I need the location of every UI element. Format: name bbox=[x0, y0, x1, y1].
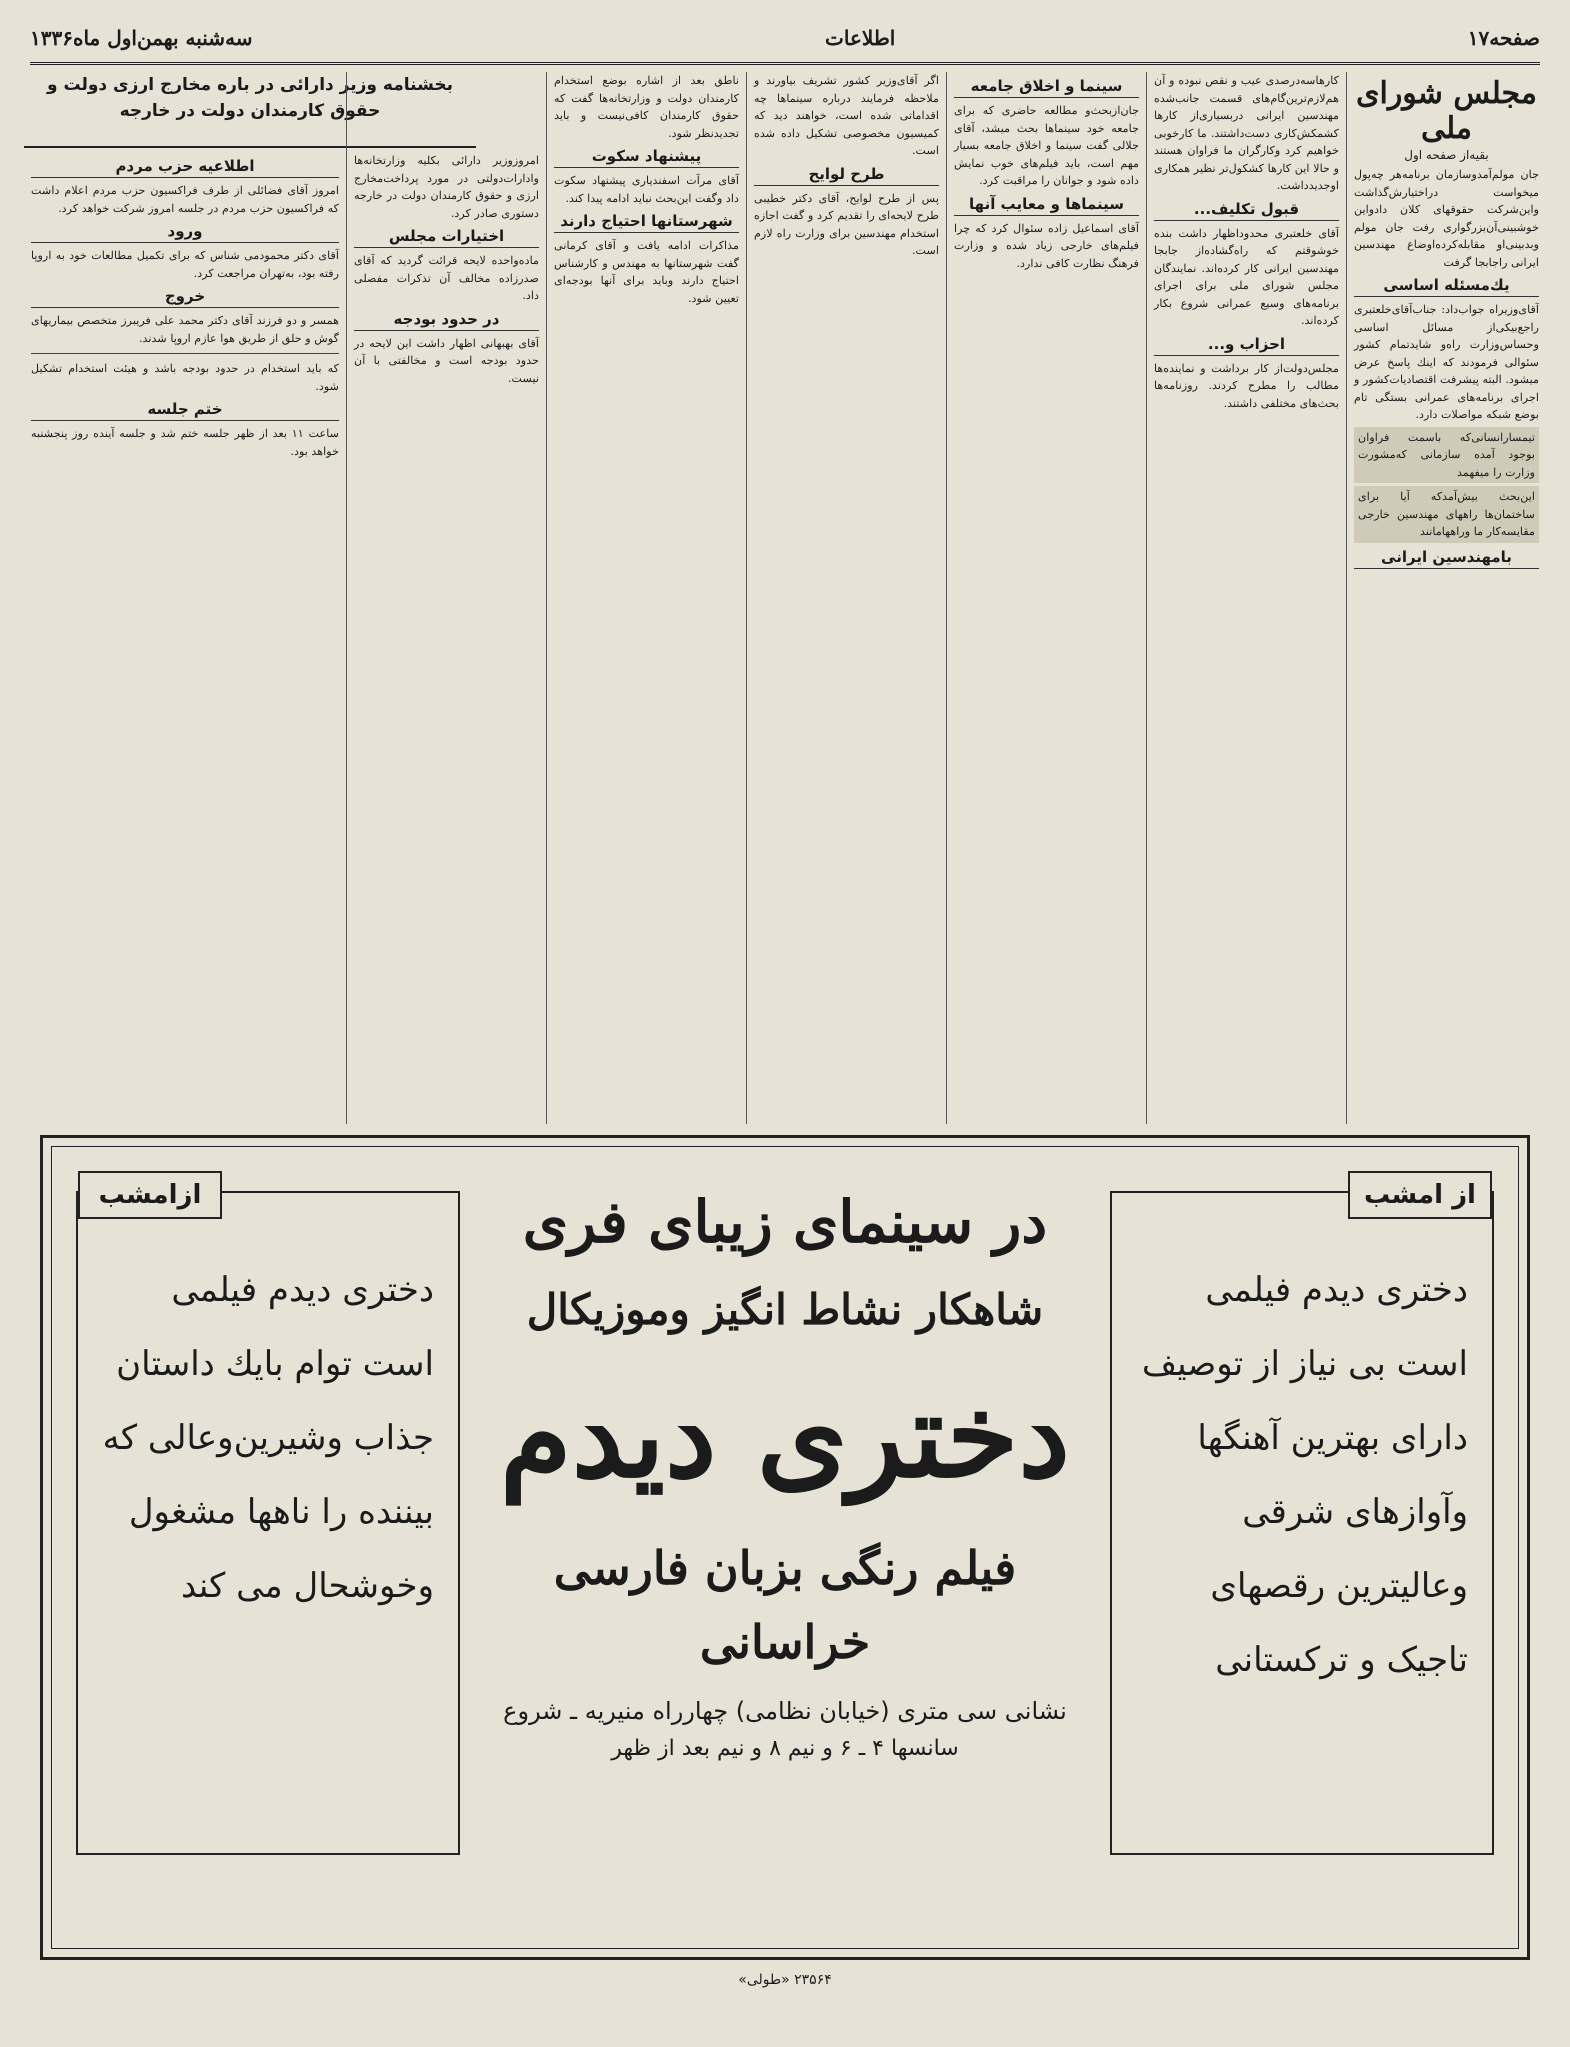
subheading: سینما و اخلاق جامعه bbox=[954, 77, 1139, 98]
ad-footer-code: ۲۳۵۶۴ «طولی» bbox=[738, 1972, 832, 1988]
ad-tag-left: ازامشب bbox=[78, 1171, 222, 1219]
divider bbox=[31, 353, 339, 354]
article-text: مجلس‌دولت‌از کار برداشت و نماینده‌ها مطالب را مطرح کردند. روزنامه‌ها بحث‌های مختلفی داشتند. bbox=[1154, 361, 1339, 410]
ad-box-left bbox=[76, 1180, 460, 1855]
article-text: ناطق بعد‌ از‌ اشاره بوضع استخدام کارمندان دولت و‌ وزارتخانه‌ها گفت که‌ حقوق کارمندان کافی‌نیست و‌ باید‌ تجدید‌نظر شود. bbox=[554, 74, 739, 140]
column-1 bbox=[1346, 72, 1546, 1124]
article-text: امروز آقای فضائلی از طرف فراکسیون حزب مردم اعلام داشت که فراکسیون حزب مردم‌ در جلسه‌ امروز شرکت خواهد کرد. bbox=[31, 184, 339, 215]
shaded-text: این‌بحث بیش‌آمدکه آیا برای ساختمان‌ها راههای مهندسین خارجی مقایسه‌کار ما و‌راهها‌مانند bbox=[1354, 486, 1539, 543]
ad-cinema-name: در سینمای زیبای فری bbox=[522, 1188, 1048, 1256]
article-text: پس از طرح لوایح، آقای دکتر خطیبی طرح لایحه‌ای را‌ تقدیم کرد و گفت اجازه‌ استخدام مهندسین برای‌ وزارت راه‌ لازم است. bbox=[754, 191, 939, 257]
ad-address: نشانی سی متری (خیابان نظامی) چهارراه منیریه ـ شروع bbox=[503, 1697, 1067, 1725]
ad-tag-right: از امشب bbox=[1348, 1171, 1492, 1219]
subheading: ورود bbox=[31, 222, 339, 243]
article-text: آقای مرآت اسفندیاری پیشنهاد سکوت داد و‌گفت این‌بحث نباید‌ ادامه‌ پیدا کند. bbox=[554, 174, 739, 205]
ad-text-right: دختری دیدم‌ فیلمی است بی نیاز از توصیف دارای بهترین آهنگها وآوازهای شرقی وعالیترین رقصهای تاجیک و ترکستانی bbox=[1141, 1270, 1468, 1680]
article-text: آقای‌وزیراه جواب‌داد: جناب‌آقای‌خلعتبری راجع‌بیکی‌از مسائل اساسی و‌حساس‌وزارت راه‌و شاید‌تمام کشور سئوالی فرمود‌ند که اینك‌ پاسخ عرض میشود. البته پیشرفت اقتصادیات‌کشور و اجرای برنامه‌های عمرانی بستگی تام بوضع شبکه مواصلات دارد. bbox=[1353, 303, 1539, 421]
subheading: اطلاعیه‌ حزب مردم bbox=[31, 157, 339, 178]
columns bbox=[24, 72, 1546, 1124]
column-5 bbox=[546, 72, 746, 1124]
article-text: ماده‌واحده‌ لایحه قرائت گردید‌ که آقای صدرزاده‌ مخالف آن‌ تذکرات‌ مفصلی داد. bbox=[354, 254, 539, 302]
subheading: قبول تکلیف... bbox=[1154, 200, 1339, 221]
ad-text-left: دختری دیدم فیلمی است توام بایك داستان جذاب وشیرین‌وعالی که بیننده را‌ ناهها مشغول‌ وخوشحال می کند bbox=[102, 1270, 434, 1606]
headline-finance: بخشنامه وزیر دارائی در باره مخارج ارزی دولت و حقوق کارمندان دولت در خارجه bbox=[24, 72, 476, 148]
cinema-advertisement bbox=[40, 1135, 1530, 1960]
subheading: طرح لوایح bbox=[754, 165, 939, 186]
article-text: جان‌از‌بحث‌و‌ مطالعه حاضری که برای جامعه خود سینما‌ها‌ بحث میشد، آقای‌ جلالی گفت سینما و اخلاق جامعه بسیار مهم است، باید‌ فیلم‌های خوب نمایش داده شود و‌ جوانان را مراقبت کرد. bbox=[954, 104, 1139, 187]
subheading: اختیارات مجلس bbox=[354, 227, 539, 248]
subheading: پیشنهاد سکوت bbox=[554, 147, 739, 168]
ad-inner-border bbox=[51, 1146, 1519, 1949]
article-text: آقای دکتر محمودمی شناس که برای تکمیل مطالعات‌ خود به اروپا رفته بود، به‌تهران‌ مراجعت کرد. bbox=[31, 249, 339, 280]
article-text: اگر آقای‌وزیر کشور تشریف بیاورند و‌ ملاحظه فرمایند درباره سینماها چه‌ اقداماتی شده است، خواهند دید که کمیسیون مخصوصی تشکیل داده شده است. bbox=[754, 74, 939, 157]
subheading: خروج bbox=[31, 287, 339, 308]
subheading: در حدود بودجه bbox=[354, 310, 539, 331]
ad-tagline: شاهکار نشاط انگیز وموزیکال bbox=[526, 1285, 1044, 1334]
subheading: ختم جلسه bbox=[31, 400, 339, 421]
issue-date: سه‌شنبه بهمن‌اول ماه۱۳۳۶ bbox=[30, 26, 253, 50]
article-text: که‌ باید‌ استخدام در حدود‌ بودجه باشد و‌ هیئت‌ استخدام تشکیل شود. bbox=[31, 362, 339, 393]
page-header bbox=[30, 14, 1540, 65]
ad-film-title: دختری دیدم bbox=[499, 1368, 1071, 1504]
column-4 bbox=[746, 72, 946, 1124]
article-text: امروز‌وزیر دارائی بکلیه وزارتخانه‌ها و‌ادارات‌دولتی در مورد پرداخت‌مخارج‌ ارزی و‌ حقوق کارمندان دولت در خارجه دستوری صادر کرد. bbox=[354, 154, 539, 220]
newspaper-name: اطلاعات bbox=[825, 26, 896, 50]
ad-showtimes: سانسها ۴ ـ ۶ و نیم ۸ و نیم بعد از ظهر bbox=[611, 1736, 959, 1761]
subheading: سینماها و معایب آنها bbox=[954, 195, 1139, 216]
section-title: مجلس شورای ملی bbox=[1356, 76, 1537, 146]
page-number: صفحه۱۷ bbox=[1467, 26, 1540, 50]
subheading: احزاب و... bbox=[1154, 335, 1339, 356]
subheading: شهرستانها احتیاج دارند bbox=[554, 212, 739, 233]
column-2 bbox=[1146, 72, 1346, 1124]
article-text: همسر‌ و دو فرزند‌ آقای دکتر محمد علی فریبرز متخصص بیماریهای‌ گوش و حلق از‌ طریق‌ هوا عازم اروپا شدند. bbox=[31, 314, 339, 345]
ad-film-desc: فیلم رنگی بزبان فارسی خراسانی bbox=[553, 1541, 1017, 1669]
article-text: آقای بهبهانی اظهار‌ داشت این لایحه در‌ حدود بودجه‌ است و‌ مخالفتی با آن‌ نیست. bbox=[354, 336, 539, 385]
article-text: جان مولم‌آمدوسازمان برنامه‌هر چه‌پول میخواست دراختیارش‌گذاشت واین‌شرکت حقوقهای کلان دادو‌این خوشبینی‌آن‌بزرگواری رفت جان مولم وبدبینی‌او مقابله‌کرده‌اوضاع مهندسین ایرانی را‌جا‌بجا گرفت bbox=[1354, 168, 1539, 269]
subheading: یك‌مسئله اساسی bbox=[1354, 276, 1539, 297]
article-text: آقای‌ اسماعیل‌ زاده سئوال کرد که چرا‌ فیلم‌های خارجی زیاد‌ شده و وزارت‌ فرهنگ نظارت کافی ندارد. bbox=[954, 221, 1139, 270]
article-text: آقای خلعتبری محدود‌اظهار داشت بنده خوشوقتم که راه‌گشاده‌از‌ جا‌بجا مهندسین ایرانی کار کرده‌اند. نمایندگان مجلس شورای ملی برای اجرای برنامه‌های وسیع عمرانی شروع بکار کرده‌اند. bbox=[1154, 226, 1339, 327]
column-6 bbox=[346, 72, 546, 1124]
article-text: ساعت‌ ۱۱ بعد‌ از ظهر جلسه ختم شد و جلسه‌ آینده روز پنجشنبه خواهد بود. bbox=[31, 427, 340, 458]
continuation-note: بقیه‌از صفحه اول bbox=[1404, 148, 1489, 162]
column-3 bbox=[946, 72, 1146, 1124]
article-text: مذاکرات ادامه یافت و آقای کرمانی گفت شهرستانها به‌ مهندس و کارشناس احتیاج دارند و‌باید‌ برای آنها بودجه‌ای تعیین شود. bbox=[554, 239, 739, 305]
article-text: کارهاسه‌درصدی عیب و نقص نبوده و آن هم‌لازم‌ترین‌گام‌های قسمت جانب‌شده مهندسین ایرانی در‌بسیاری‌از کارها کشمکش‌کاری دست‌داشتند. ما‌ کار‌خوبی خواهیم کرد و‌کارگران ما فراوان هستند و‌ حالا این کارها کشکول‌تر‌ نظیر‌ همکاری اوجدید‌داشت. bbox=[1154, 74, 1339, 192]
column-7 bbox=[24, 72, 346, 1124]
ad-box-right bbox=[1110, 1180, 1494, 1855]
subheading: با‌مهندسین ایرانی bbox=[1354, 548, 1539, 569]
ad-center bbox=[472, 1177, 1098, 1767]
shaded-text: تیمسارانسانی‌که باسمت فراوان بوجود آمده سازمانی که‌مشورت وزارت را‌ میفهمد bbox=[1354, 427, 1539, 484]
